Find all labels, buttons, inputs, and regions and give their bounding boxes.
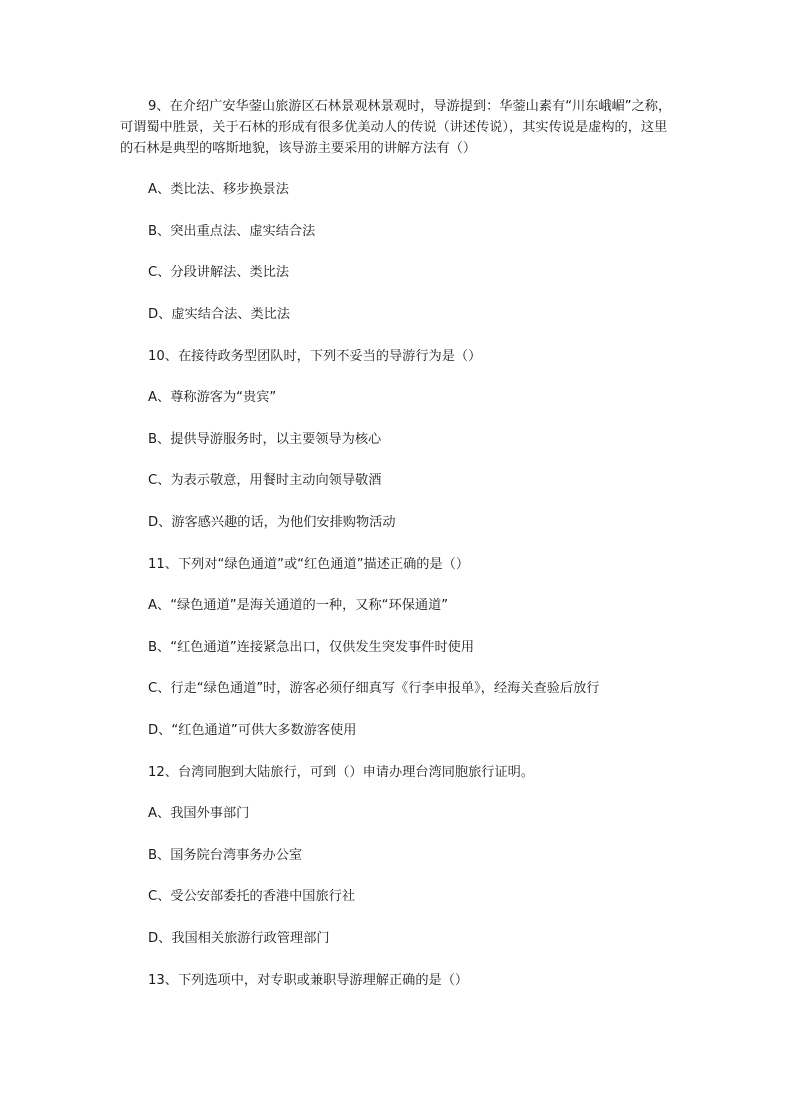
question-12-option-c: C、受公安部委托的香港中国旅行社	[148, 889, 356, 904]
question-9-option-a: A、类比法、移步换景法	[148, 182, 289, 197]
question-10-option-a: A、尊称游客为“贵宾”	[148, 390, 277, 405]
question-12-stem: 12、台湾同胞到大陆旅行，可到（）申请办理台湾同胞旅行证明。	[148, 765, 535, 780]
question-9-stem	[120, 96, 680, 159]
question-9-option-b: B、突出重点法、虚实结合法	[148, 224, 316, 239]
question-11-option-c: C、行走“绿色通道”时，游客必须仔细真写《行李申报单》，经海关查验后放行	[148, 681, 600, 696]
question-10-stem: 10、在接待政务型团队时，下列不妥当的导游行为是（）	[148, 349, 482, 364]
question-9-option-c: C、分段讲解法、类比法	[148, 265, 290, 280]
question-10-option-d: D、游客感兴趣的话，为他们安排购物活动	[148, 515, 396, 530]
question-11-stem: 11、下列对“绿色通道”或“红色通道”描述正确的是（）	[148, 557, 470, 572]
question-9-option-d: D、虚实结合法、类比法	[148, 307, 291, 322]
question-11-option-d: D、“红色通道”可供大多数游客使用	[148, 723, 357, 738]
question-13-stem: 13、下列选项中，对专职或兼职导游理解正确的是（）	[148, 973, 469, 988]
question-9-stem-text: 9、在介绍广安华蓥山旅游区石林景观林景观时，导游提到：华蓥山素有“川东峨嵋”之称，可谓蜀中胜景，关于石林的形成有很多优美动人的传说（讲述传说），其实传说是虚构的，这里的石林是典型的喀斯地貌，该导游主要采用的讲解方法有（）	[120, 99, 672, 156]
question-11-option-a: A、“绿色通道”是海关通道的一种，又称“环保通道”	[148, 598, 449, 613]
question-12-option-d: D、我国相关旅游行政管理部门	[148, 931, 330, 946]
question-11-option-b: B、“红色通道”连接紧急出口，仅供发生突发事件时使用	[148, 640, 475, 655]
question-10-option-c: C、为表示敬意，用餐时主动向领导敬酒	[148, 473, 382, 488]
question-12-option-b: B、国务院台湾事务办公室	[148, 848, 303, 863]
question-12-option-a: A、我国外事部门	[148, 806, 250, 821]
question-10-option-b: B、提供导游服务时，以主要领导为核心	[148, 432, 382, 447]
